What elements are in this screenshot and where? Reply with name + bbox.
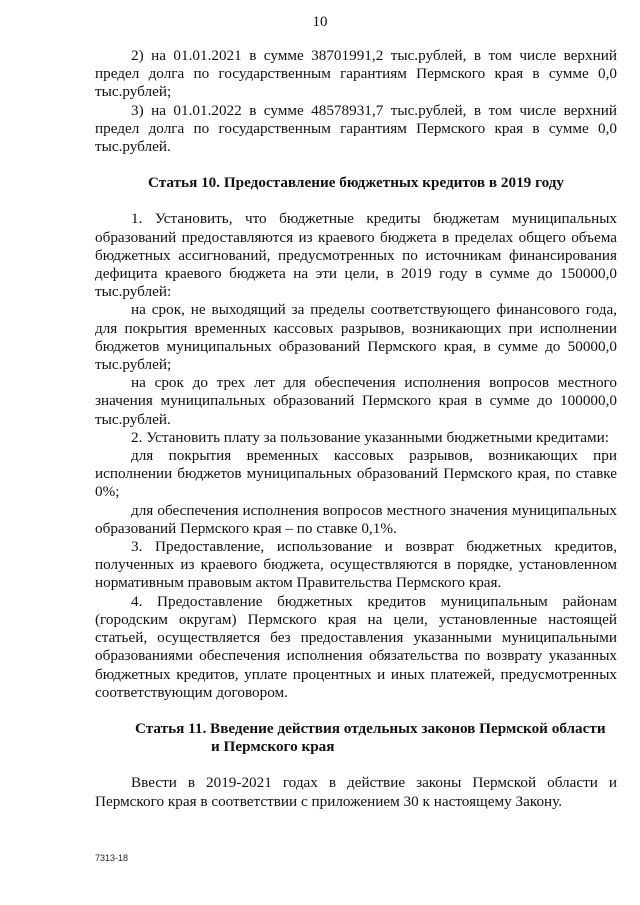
paragraph-debt-2021: 2) на 01.01.2021 в сумме 38701991,2 тыс.рублей, в том числе верхний предел долга по государственным гарантиям Пермского края в сумме 0,0 тыс.рублей; xyxy=(95,47,617,101)
article-10-paragraph-1a: на срок, не выходящий за пределы соответствующего финансового года, для покрытия временных кассовых разрывов, возникающих при исполнении бюджетов муниципальных образований Пермского края, в сумме до 50000,0 тыс.рублей; xyxy=(95,301,617,374)
article-11-title-line-1: Статья 11. Введение действия отдельных законов Пермской области xyxy=(135,719,606,737)
article-10-paragraph-2: 2. Установить плату за пользование указанными бюджетными кредитами: xyxy=(131,428,609,446)
document-body xyxy=(95,47,617,811)
article-10-paragraph-1: 1. Установить, что бюджетные кредиты бюджетам муниципальных образований предоставляются из краевого бюджета в пределах общего объема бюджетных ассигнований, предусмотренных по источникам финансирования дефицита краевого бюджета на эти цели, в 2019 году в сумме до 150000,0 тыс.рублей: xyxy=(95,210,617,301)
article-11-title-line-2: и Пермского края xyxy=(211,738,335,756)
article-11-title xyxy=(95,720,617,756)
article-10-paragraph-1b: на срок до трех лет для обеспечения исполнения вопросов местного значения муниципальных образований Пермского края в сумме до 100000,0 тыс.рублей. xyxy=(95,374,617,428)
article-10-paragraph-3: 3. Предоставление, использование и возврат бюджетных кредитов, полученных из краевого бюджета, осуществляются в порядке, установленном нормативным правовым актом Правительства Пермского края. xyxy=(95,538,617,592)
article-10-title: Статья 10. Предоставление бюджетных кредитов в 2019 году xyxy=(147,174,565,192)
article-10-paragraph-2a: для покрытия временных кассовых разрывов, возникающих при исполнении бюджетов муниципальных образований Пермского края, по ставке 0%; xyxy=(95,447,617,501)
page-number: 10 xyxy=(312,14,328,30)
document-code: 7313-18 xyxy=(95,853,129,863)
paragraph-debt-2022: 3) на 01.01.2022 в сумме 48578931,7 тыс.рублей, в том числе верхний предел долга по государственным гарантиям Пермского края в сумме 0,0 тыс.рублей. xyxy=(95,101,617,156)
article-11-paragraph: Ввести в 2019-2021 годах в действие законы Пермской области и Пермского края в соответствии с приложением 30 к настоящему Закону. xyxy=(95,774,617,810)
article-10-paragraph-2b: для обеспечения исполнения вопросов местного значения муниципальных образований Пермского края – по ставке 0,1%. xyxy=(95,501,617,537)
article-10-paragraph-4: 4. Предоставление бюджетных кредитов муниципальным районам (городским округам) Пермского края на цели, установленные настоящей статьей, осуществляется без предоставления указанными муниципальными образованиями обеспечения исполнения обязательства по возврату указанных бюджетных кредитов, уплате процентных и иных платежей, предусмотренных соответствующим договором. xyxy=(95,592,617,701)
